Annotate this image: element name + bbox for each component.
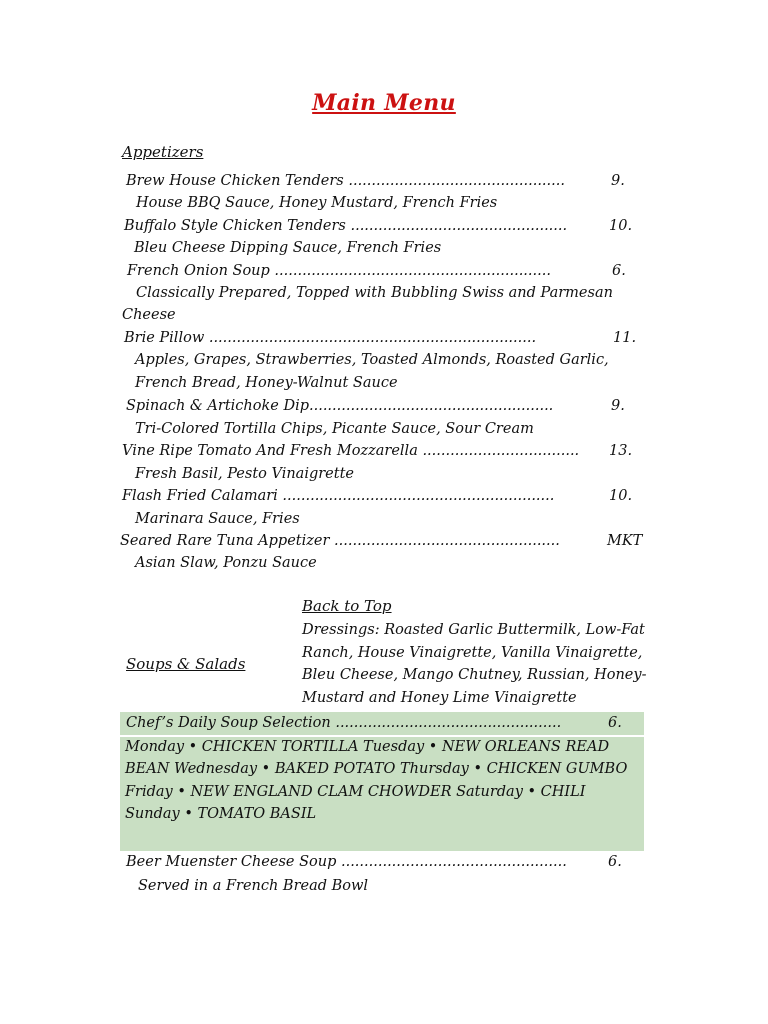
appetizer-name: Spinach & Artichoke Dip.....................................................	[126, 398, 554, 414]
appetizer-description: Classically Prepared, Topped with Bubbling Swiss and Parmesan	[136, 285, 613, 301]
appetizer-description: Tri-Colored Tortilla Chips, Picante Sauce, Sour Cream	[135, 421, 534, 437]
appetizer-price: MKT	[607, 533, 643, 549]
appetizer-name: Vine Ripe Tomato And Fresh Mozzarella ..................................	[122, 443, 580, 459]
appetizer-price: 6.	[612, 263, 626, 279]
appetizer-name: Brew House Chicken Tenders ...............................................	[126, 173, 565, 189]
appetizer-name: Buffalo Style Chicken Tenders ...............................................	[124, 218, 568, 234]
appetizer-price: 10.	[609, 218, 633, 234]
appetizer-name: Seared Rare Tuna Appetizer .................................................	[120, 533, 560, 549]
appetizer-price: 9.	[611, 398, 625, 414]
appetizer-description: Marinara Sauce, Fries	[135, 511, 300, 527]
dressings-text: Dressings: Roasted Garlic Buttermilk, Low-Fat Ranch, House Vinaigrette, Vanilla Vinaigrette, Bleu Cheese, Mango Chutney, Russian, Honey-Mustard and Honey Lime Vinaigrette	[302, 622, 647, 706]
appetizer-description: Cheese	[122, 307, 176, 323]
soups-salads-heading[interactable]: Soups & Salads	[126, 655, 246, 673]
appetizer-price: 11.	[613, 330, 637, 346]
daily-soup-price: 6.	[608, 715, 622, 731]
appetizer-name: Flash Fried Calamari ...........................................................	[122, 488, 555, 504]
soup-schedule: Monday • CHICKEN TORTILLA Tuesday • NEW ORLEANS READ BEAN Wednesday • BAKED POTATO Thursday • CHICKEN GUMBO Friday • NEW ENGLAND CLAM CHOWDER Saturday • CHILI Sunday • TOMATO BASIL	[125, 739, 628, 822]
appetizer-description: House BBQ Sauce, Honey Mustard, French Fries	[136, 195, 498, 211]
appetizer-name: French Onion Soup ............................................................	[127, 263, 551, 279]
appetizer-price: 13.	[609, 443, 633, 459]
daily-soup-name: Chef’s Daily Soup Selection .................................................	[126, 715, 562, 731]
appetizer-price: 10.	[609, 488, 633, 504]
beer-soup-price: 6.	[608, 854, 622, 870]
appetizers-heading[interactable]: Appetizers	[122, 143, 204, 161]
appetizer-description: Bleu Cheese Dipping Sauce, French Fries	[134, 240, 442, 256]
appetizer-description: Asian Slaw, Ponzu Sauce	[135, 555, 317, 571]
appetizer-description: Apples, Grapes, Strawberries, Toasted Almonds, Roasted Garlic,	[135, 352, 609, 368]
beer-soup-description: Served in a French Bread Bowl	[138, 878, 369, 894]
back-to-top-link[interactable]: Back to Top	[302, 597, 392, 615]
appetizer-description: Fresh Basil, Pesto Vinaigrette	[135, 466, 354, 482]
beer-soup-name: Beer Muenster Cheese Soup .................................................	[126, 854, 567, 870]
appetizer-description: French Bread, Honey-Walnut Sauce	[135, 375, 398, 391]
appetizer-name: Brie Pillow .......................................................................	[124, 330, 537, 346]
menu-title: Main Menu	[312, 90, 456, 116]
appetizer-price: 9.	[611, 173, 625, 189]
